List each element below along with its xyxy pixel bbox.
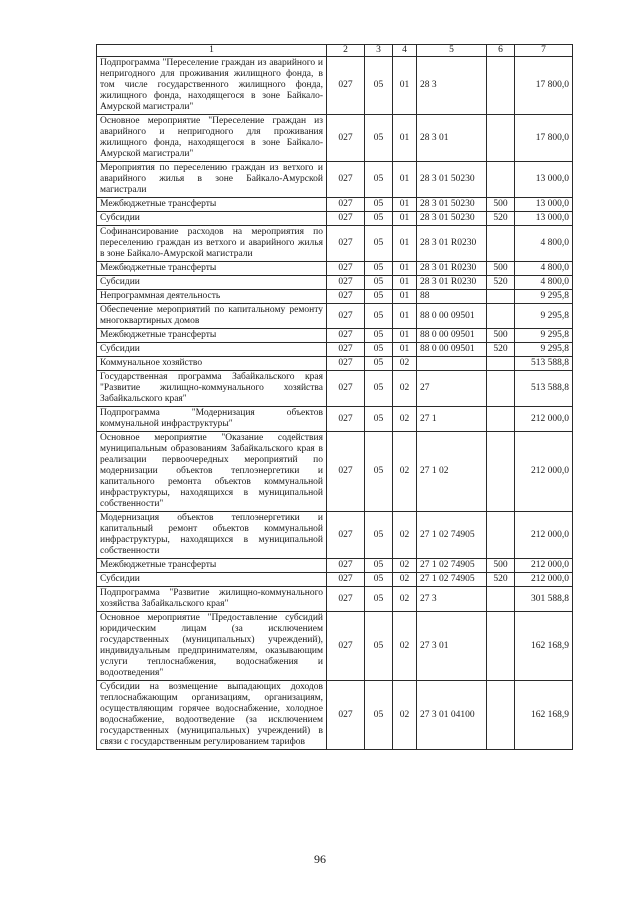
ministry-code-cell: 027 bbox=[327, 587, 365, 612]
section-code-cell: 05 bbox=[365, 343, 393, 357]
section-code-cell: 05 bbox=[365, 212, 393, 226]
target-article-cell: 28 3 01 50230 bbox=[417, 198, 487, 212]
expense-type-cell: 520 bbox=[487, 573, 515, 587]
target-article-cell: 28 3 01 bbox=[417, 115, 487, 162]
item-name-cell: Подпрограмма "Переселение граждан из аварийного и непригодного для проживания жилищного фонда, в том числе государственного жилищного фонда, жилищного фонда, находящегося в зоне Байкало-Амурской магистрали" bbox=[97, 57, 327, 115]
table-row bbox=[97, 226, 573, 262]
ministry-code-cell: 027 bbox=[327, 226, 365, 262]
expense-type-cell bbox=[487, 407, 515, 432]
ministry-code-cell: 027 bbox=[327, 371, 365, 407]
ministry-code-cell: 027 bbox=[327, 115, 365, 162]
amount-cell: 9 295,8 bbox=[515, 304, 573, 329]
subsection-code-cell: 02 bbox=[393, 681, 417, 750]
ministry-code-cell: 027 bbox=[327, 357, 365, 371]
amount-cell: 513 588,8 bbox=[515, 371, 573, 407]
table-row bbox=[97, 371, 573, 407]
expense-type-cell bbox=[487, 290, 515, 304]
item-name-cell: Межбюджетные трансферты bbox=[97, 329, 327, 343]
expense-type-cell: 500 bbox=[487, 329, 515, 343]
table-row bbox=[97, 343, 573, 357]
expense-type-cell bbox=[487, 432, 515, 512]
table-row bbox=[97, 212, 573, 226]
expense-type-cell bbox=[487, 512, 515, 559]
target-article-cell: 88 0 00 09501 bbox=[417, 304, 487, 329]
expense-type-cell: 500 bbox=[487, 198, 515, 212]
table-row bbox=[97, 573, 573, 587]
ministry-code-cell: 027 bbox=[327, 681, 365, 750]
table-row bbox=[97, 198, 573, 212]
item-name-cell: Подпрограмма "Модернизация объектов коммунальной инфраструктуры" bbox=[97, 407, 327, 432]
item-name-cell: Субсидии bbox=[97, 212, 327, 226]
table-row bbox=[97, 329, 573, 343]
amount-cell: 13 000,0 bbox=[515, 162, 573, 198]
table-row bbox=[97, 559, 573, 573]
header-cell: 2 bbox=[327, 45, 365, 57]
table-row bbox=[97, 681, 573, 750]
section-code-cell: 05 bbox=[365, 357, 393, 371]
subsection-code-cell: 01 bbox=[393, 276, 417, 290]
target-article-cell: 28 3 01 R0230 bbox=[417, 262, 487, 276]
table-row bbox=[97, 587, 573, 612]
target-article-cell: 88 bbox=[417, 290, 487, 304]
subsection-code-cell: 01 bbox=[393, 226, 417, 262]
amount-cell: 162 168,9 bbox=[515, 612, 573, 681]
amount-cell: 17 800,0 bbox=[515, 57, 573, 115]
section-code-cell: 05 bbox=[365, 587, 393, 612]
expense-type-cell bbox=[487, 304, 515, 329]
section-code-cell: 05 bbox=[365, 559, 393, 573]
table-row bbox=[97, 512, 573, 559]
table-row bbox=[97, 57, 573, 115]
expense-type-cell: 520 bbox=[487, 343, 515, 357]
item-name-cell: Непрограммная деятельность bbox=[97, 290, 327, 304]
header-cell: 5 bbox=[417, 45, 487, 57]
expense-type-cell bbox=[487, 612, 515, 681]
subsection-code-cell: 02 bbox=[393, 587, 417, 612]
target-article-cell: 27 3 01 bbox=[417, 612, 487, 681]
target-article-cell: 27 3 bbox=[417, 587, 487, 612]
item-name-cell: Основное мероприятие "Оказание содействия муниципальным образованиям Забайкальского края в реализации первоочередных мероприятий по модернизации объектов теплоэнергетики и капитального ремонта объектов коммунальной инфраструктуры, находящихся в муниципальной собственности" bbox=[97, 432, 327, 512]
expense-type-cell: 520 bbox=[487, 276, 515, 290]
amount-cell: 13 000,0 bbox=[515, 198, 573, 212]
subsection-code-cell: 01 bbox=[393, 57, 417, 115]
target-article-cell: 27 1 bbox=[417, 407, 487, 432]
target-article-cell: 28 3 01 50230 bbox=[417, 162, 487, 198]
section-code-cell: 05 bbox=[365, 612, 393, 681]
ministry-code-cell: 027 bbox=[327, 407, 365, 432]
target-article-cell: 27 bbox=[417, 371, 487, 407]
expense-type-cell bbox=[487, 587, 515, 612]
subsection-code-cell: 01 bbox=[393, 212, 417, 226]
item-name-cell: Софинансирование расходов на мероприятия по переселению граждан из ветхого и аварийного жилья в зоне Байкало-Амурской магистрали bbox=[97, 226, 327, 262]
table-row bbox=[97, 115, 573, 162]
target-article-cell: 28 3 01 50230 bbox=[417, 212, 487, 226]
amount-cell: 4 800,0 bbox=[515, 226, 573, 262]
subsection-code-cell: 01 bbox=[393, 304, 417, 329]
section-code-cell: 05 bbox=[365, 226, 393, 262]
table-row bbox=[97, 407, 573, 432]
expense-type-cell: 500 bbox=[487, 559, 515, 573]
section-code-cell: 05 bbox=[365, 681, 393, 750]
subsection-code-cell: 02 bbox=[393, 371, 417, 407]
table-row bbox=[97, 262, 573, 276]
section-code-cell: 05 bbox=[365, 162, 393, 198]
ministry-code-cell: 027 bbox=[327, 343, 365, 357]
section-code-cell: 05 bbox=[365, 371, 393, 407]
subsection-code-cell: 02 bbox=[393, 612, 417, 681]
expense-type-cell bbox=[487, 357, 515, 371]
amount-cell: 212 000,0 bbox=[515, 559, 573, 573]
ministry-code-cell: 027 bbox=[327, 276, 365, 290]
item-name-cell: Основное мероприятие "Переселение граждан из аварийного и непригодного для проживания жилищного фонда, находящегося в зоне Байкало-Амурской магистрали" bbox=[97, 115, 327, 162]
section-code-cell: 05 bbox=[365, 290, 393, 304]
amount-cell: 9 295,8 bbox=[515, 290, 573, 304]
expense-type-cell bbox=[487, 115, 515, 162]
ministry-code-cell: 027 bbox=[327, 198, 365, 212]
target-article-cell: 27 1 02 74905 bbox=[417, 573, 487, 587]
item-name-cell: Межбюджетные трансферты bbox=[97, 559, 327, 573]
ministry-code-cell: 027 bbox=[327, 559, 365, 573]
ministry-code-cell: 027 bbox=[327, 612, 365, 681]
section-code-cell: 05 bbox=[365, 432, 393, 512]
table-row bbox=[97, 357, 573, 371]
expense-type-cell bbox=[487, 371, 515, 407]
header-cell: 6 bbox=[487, 45, 515, 57]
target-article-cell bbox=[417, 357, 487, 371]
amount-cell: 17 800,0 bbox=[515, 115, 573, 162]
header-row bbox=[97, 45, 573, 57]
expense-type-cell bbox=[487, 162, 515, 198]
target-article-cell: 28 3 bbox=[417, 57, 487, 115]
subsection-code-cell: 02 bbox=[393, 573, 417, 587]
amount-cell: 162 168,9 bbox=[515, 681, 573, 750]
subsection-code-cell: 01 bbox=[393, 198, 417, 212]
subsection-code-cell: 02 bbox=[393, 357, 417, 371]
amount-cell: 513 588,8 bbox=[515, 357, 573, 371]
item-name-cell: Межбюджетные трансферты bbox=[97, 198, 327, 212]
target-article-cell: 27 1 02 bbox=[417, 432, 487, 512]
table-row bbox=[97, 432, 573, 512]
section-code-cell: 05 bbox=[365, 407, 393, 432]
ministry-code-cell: 027 bbox=[327, 57, 365, 115]
subsection-code-cell: 02 bbox=[393, 559, 417, 573]
table-row bbox=[97, 612, 573, 681]
amount-cell: 13 000,0 bbox=[515, 212, 573, 226]
target-article-cell: 88 0 00 09501 bbox=[417, 329, 487, 343]
expense-type-cell bbox=[487, 57, 515, 115]
section-code-cell: 05 bbox=[365, 262, 393, 276]
item-name-cell: Основное мероприятие "Предоставление субсидий юридическим лицам (за исключением государственных (муниципальных) учреждений), индивидуальным предпринимателям, оказывающим услуги теплоснабжения, водоснабжения и водоотведения" bbox=[97, 612, 327, 681]
item-name-cell: Субсидии bbox=[97, 343, 327, 357]
target-article-cell: 88 0 00 09501 bbox=[417, 343, 487, 357]
ministry-code-cell: 027 bbox=[327, 262, 365, 276]
target-article-cell: 27 1 02 74905 bbox=[417, 559, 487, 573]
budget-table bbox=[96, 44, 573, 750]
item-name-cell: Коммунальное хозяйство bbox=[97, 357, 327, 371]
table-body bbox=[97, 57, 573, 750]
subsection-code-cell: 01 bbox=[393, 290, 417, 304]
target-article-cell: 27 3 01 04100 bbox=[417, 681, 487, 750]
header-cell: 7 bbox=[515, 45, 573, 57]
amount-cell: 212 000,0 bbox=[515, 432, 573, 512]
item-name-cell: Субсидии bbox=[97, 573, 327, 587]
table-row bbox=[97, 304, 573, 329]
amount-cell: 212 000,0 bbox=[515, 407, 573, 432]
subsection-code-cell: 01 bbox=[393, 262, 417, 276]
table-row bbox=[97, 276, 573, 290]
ministry-code-cell: 027 bbox=[327, 290, 365, 304]
item-name-cell: Субсидии на возмещение выпадающих доходов теплоснабжающим организациям, организациям, осуществляющим горячее водоснабжение, холодное водоснабжение, водоотведение (за исключением государственных (муниципальных) учреждений) в связи с государственным регулированием тарифов bbox=[97, 681, 327, 750]
subsection-code-cell: 01 bbox=[393, 343, 417, 357]
ministry-code-cell: 027 bbox=[327, 162, 365, 198]
expense-type-cell: 500 bbox=[487, 262, 515, 276]
section-code-cell: 05 bbox=[365, 198, 393, 212]
target-article-cell: 27 1 02 74905 bbox=[417, 512, 487, 559]
ministry-code-cell: 027 bbox=[327, 573, 365, 587]
section-code-cell: 05 bbox=[365, 573, 393, 587]
ministry-code-cell: 027 bbox=[327, 212, 365, 226]
header-cell: 4 bbox=[393, 45, 417, 57]
subsection-code-cell: 01 bbox=[393, 162, 417, 198]
subsection-code-cell: 01 bbox=[393, 115, 417, 162]
item-name-cell: Модернизация объектов теплоэнергетики и капитальный ремонт объектов коммунальной инфраструктуры, находящихся в муниципальной собственности bbox=[97, 512, 327, 559]
header-cell: 1 bbox=[97, 45, 327, 57]
amount-cell: 301 588,8 bbox=[515, 587, 573, 612]
item-name-cell: Подпрограмма "Развитие жилищно-коммунального хозяйства Забайкальского края" bbox=[97, 587, 327, 612]
section-code-cell: 05 bbox=[365, 329, 393, 343]
table-row bbox=[97, 290, 573, 304]
target-article-cell: 28 3 01 R0230 bbox=[417, 226, 487, 262]
section-code-cell: 05 bbox=[365, 304, 393, 329]
ministry-code-cell: 027 bbox=[327, 512, 365, 559]
ministry-code-cell: 027 bbox=[327, 304, 365, 329]
item-name-cell: Обеспечение мероприятий по капитальному ремонту многоквартирных домов bbox=[97, 304, 327, 329]
item-name-cell: Мероприятия по переселению граждан из ветхого и аварийного жилья в зоне Байкало-Амурской магистрали bbox=[97, 162, 327, 198]
item-name-cell: Субсидии bbox=[97, 276, 327, 290]
amount-cell: 4 800,0 bbox=[515, 262, 573, 276]
target-article-cell: 28 3 01 R0230 bbox=[417, 276, 487, 290]
section-code-cell: 05 bbox=[365, 57, 393, 115]
item-name-cell: Межбюджетные трансферты bbox=[97, 262, 327, 276]
expense-type-cell bbox=[487, 681, 515, 750]
header-cell: 3 bbox=[365, 45, 393, 57]
ministry-code-cell: 027 bbox=[327, 432, 365, 512]
subsection-code-cell: 02 bbox=[393, 407, 417, 432]
section-code-cell: 05 bbox=[365, 276, 393, 290]
page-number: 96 bbox=[314, 852, 326, 866]
section-code-cell: 05 bbox=[365, 512, 393, 559]
subsection-code-cell: 01 bbox=[393, 329, 417, 343]
subsection-code-cell: 02 bbox=[393, 512, 417, 559]
ministry-code-cell: 027 bbox=[327, 329, 365, 343]
amount-cell: 9 295,8 bbox=[515, 343, 573, 357]
amount-cell: 212 000,0 bbox=[515, 512, 573, 559]
amount-cell: 9 295,8 bbox=[515, 329, 573, 343]
amount-cell: 212 000,0 bbox=[515, 573, 573, 587]
item-name-cell: Государственная программа Забайкальского края "Развитие жилищно-коммунального хозяйства Забайкальского края" bbox=[97, 371, 327, 407]
subsection-code-cell: 02 bbox=[393, 432, 417, 512]
amount-cell: 4 800,0 bbox=[515, 276, 573, 290]
expense-type-cell bbox=[487, 226, 515, 262]
expense-type-cell: 520 bbox=[487, 212, 515, 226]
section-code-cell: 05 bbox=[365, 115, 393, 162]
table-row bbox=[97, 162, 573, 198]
